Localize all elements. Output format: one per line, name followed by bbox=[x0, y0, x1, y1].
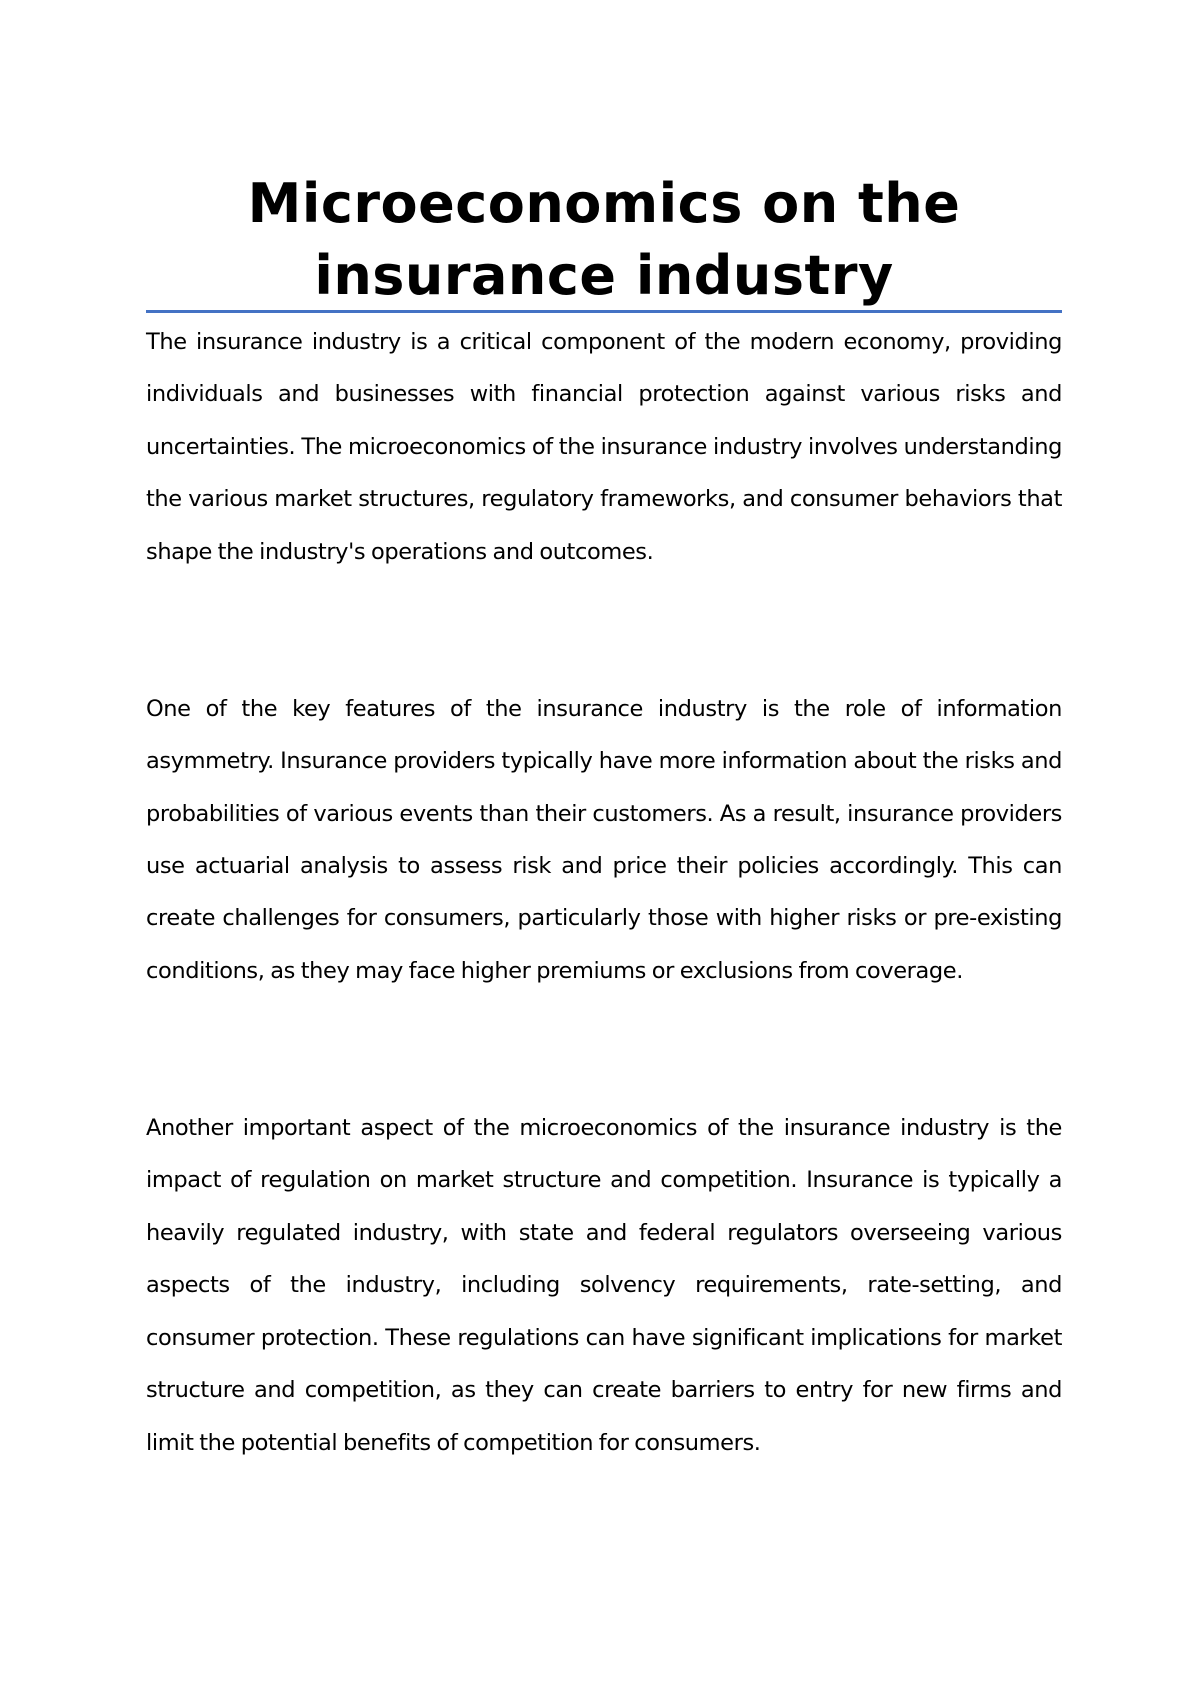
paragraph-spacer bbox=[146, 997, 1062, 1102]
page-title: Microeconomics on the insurance industry bbox=[247, 172, 961, 307]
paragraph-information-asymmetry: One of the key features of the insurance industry is the role of information asymmetry. Insurance providers typically have more information about the risks and probabilities of various events than their customers. As a result, insurance providers use actuarial analysis to assess risk and price their policies accordingly. This can create challenges for consumers, particularly those with higher risks or pre-existing conditions, as they may face higher premiums or exclusions from coverage. bbox=[146, 695, 1062, 984]
paragraph-spacer bbox=[146, 578, 1062, 683]
paragraph-regulation: Another important aspect of the microeconomics of the insurance industry is the impact of regulation on market structure and competition. Insurance is typically a heavily regulated industry, with state and federal regulators overseeing various aspects of the industry, including solvency requirements, rate-setting, and consumer protection. These regulations can have significant implications for market structure and competition, as they can create barriers to entry for new firms and limit the potential benefits of competition for consumers. bbox=[146, 1115, 1062, 1456]
paragraph-intro: The insurance industry is a critical component of the modern economy, providing individuals and businesses with financial protection against various risks and uncertainties. The microeconomics of the insurance industry involves understanding the various market structures, regulatory frameworks, and consumer behaviors that shape the industry's operations and outcomes. bbox=[146, 329, 1062, 565]
title-underline bbox=[146, 310, 1062, 313]
document-body bbox=[146, 316, 1062, 1469]
